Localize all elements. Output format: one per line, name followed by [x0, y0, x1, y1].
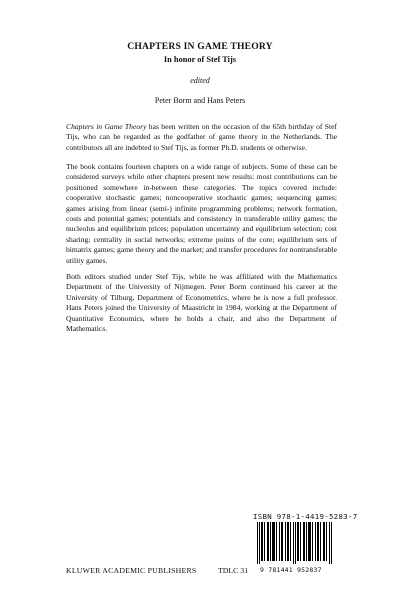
paragraph-occasion — [66, 122, 337, 153]
book-subtitle: In honor of Stef Tijs — [163, 55, 237, 64]
book-title-italic: Chapters in Game Theory — [66, 122, 147, 131]
barcode-digits: 9 781441 952837 — [260, 566, 322, 574]
catalog-code: TDLC 31 — [218, 566, 249, 575]
editors-names: Peter Borm and Hans Peters — [154, 96, 246, 105]
paragraph-contents: The book contains fourteen chapters on a wide range of subjects. Some of these can be considered surveys while other chapters present new results: most contributions can be positioned somewhere in-between these categories. The topics covered include: cooperative stochastic games; noncooperative stochastic games; sequencing games; games arising from linear (semi-) infinite programming problems; network formation, costs and potential games; potentials and consistency in transferable utility games; the nucleolus and equilibrium prices; population uncertainty and equilibrium selection; cost sharing; centrality in social networks; extreme points of the core; equilibrium sets of bimatrix games; game theory and the market; and transfer procedures for nontransferable utility games. — [66, 162, 337, 265]
book-title: CHAPTERS IN GAME THEORY — [127, 41, 273, 52]
edited-label: edited — [190, 76, 210, 85]
isbn-number: ISBN 978-1-4419-5283-7 — [253, 512, 358, 521]
barcode-image — [256, 522, 334, 564]
paragraph-editors: Both editors studied under Stef Tijs, while he was affiliated with the Mathematics Department of the University of Nijmegen. Peter Borm continued his career at the University of Tilburg, Department of Econometrics, where he is now a full professor. Hans Peters joined the University of Maastricht in 1984, working at the Department of Quantitative Economics, where he holds a chair, and also the Department of Mathematics. — [66, 272, 337, 334]
paragraph-occasion-text: has been written on the occasion of the 65th birthday of Stef Tijs, who can be regarded as the godfather of game theory in the Netherlands. The contributors all are indebted to Stef Tijs, as former Ph.D. students or otherwise. — [66, 122, 337, 152]
publisher-name: KLUWER ACADEMIC PUBLISHERS — [66, 566, 197, 575]
